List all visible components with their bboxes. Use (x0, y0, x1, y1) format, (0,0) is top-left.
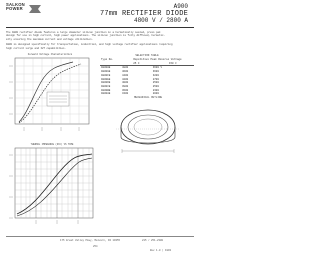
table-cell: 2000 (152, 92, 159, 96)
description-line: ally ensuring the maximum current and voltage utilization. (6, 37, 94, 41)
table-cell: 2700 (152, 77, 159, 81)
selection-table-panel (100, 54, 194, 96)
footer-address: 175 Great Valley Pkwy, Malvern, PA 19355 (60, 239, 121, 242)
table-subheader-cell: 150 C (168, 61, 177, 65)
thermal-impedance-chart (7, 143, 97, 227)
table-cell: 4800 (121, 66, 129, 70)
part-number: A900 (173, 3, 188, 10)
page-title: 77mm RECTIFIER DIODE (99, 9, 188, 18)
forward-voltage-chart-title: Forward Voltage Characteristics (27, 53, 73, 56)
table-cell: 4400 (121, 73, 129, 77)
salkon-power-logo (6, 3, 42, 15)
mechanical-outline-title: MECHANICAL OUTLINE (133, 96, 163, 99)
table-header-cell: Repetitive Peak Reverse Voltage (133, 58, 182, 61)
title-block (100, 4, 188, 25)
forward-voltage-plot (7, 56, 93, 134)
logo-mark-icon (28, 3, 42, 15)
table-cell: A900DE (101, 81, 111, 85)
description (6, 31, 194, 50)
table-cell: A900GE (101, 70, 111, 74)
selection-table (100, 58, 194, 96)
forward-voltage-chart (7, 53, 93, 135)
table-cell: 2500 (152, 81, 159, 85)
table-cell: A900FE (101, 73, 111, 77)
table-cell: 3800 (121, 84, 129, 88)
description-line: design for use in high current, high power applications. The silicon junction is fully diffused, hermetic- (6, 34, 166, 38)
table-cell: A900CE (101, 84, 111, 88)
table-cell: A900AE (101, 92, 111, 96)
footer-rule (6, 236, 194, 237)
mechanical-outline-panel (104, 96, 192, 166)
ratings: 4800 V / 2800 A (133, 17, 188, 24)
selection-table-title: SELECTION TABLE (135, 54, 159, 57)
table-cell: 2300 (152, 88, 159, 92)
table-cell: 3400 (121, 92, 129, 96)
mechanical-outline-drawing (104, 99, 192, 163)
header-rule (6, 27, 194, 28)
table-cell: 2500 (152, 84, 159, 88)
spec-area (108, 172, 192, 220)
table-cell: 4000 (121, 81, 129, 85)
description-line: high current surge and I2T capabilities. (6, 46, 67, 50)
table-cell: A900BE (101, 88, 111, 92)
footer-page-number: 254 (93, 245, 98, 248)
description-line: A900 is designed specifically for transportation, industrial, and high voltage rectifier applications requiring (6, 43, 173, 47)
table-cell: 3200 (152, 73, 159, 77)
logo-line-2: POWER (6, 6, 23, 12)
thermal-impedance-plot (7, 146, 97, 226)
table-cell: 3600 V (152, 66, 163, 70)
table-cell: 3600 (121, 88, 129, 92)
table-cell: A900HE (101, 66, 111, 70)
logo-line-1: SALKON (6, 2, 25, 7)
table-cell: 4600 (121, 70, 129, 74)
table-subheader-cell: 25 C (133, 61, 140, 65)
footer-phone: 215 / 251-2300 (142, 239, 164, 242)
table-cell: 3600 (152, 70, 159, 74)
table-cell: A900EE (101, 77, 111, 81)
description-line: The A900 rectifier diode features a large diameter silicon junction in a hermetically sealed, press pak (6, 31, 161, 34)
table-cell: 4200 (121, 77, 129, 81)
footer-date: Rev 1.0 | 1993 (150, 249, 172, 252)
table-header-cell: Type No. (101, 58, 114, 61)
thermal-chart-title: THERMAL IMPEDANCE (Zth) VS TIME (30, 143, 74, 146)
